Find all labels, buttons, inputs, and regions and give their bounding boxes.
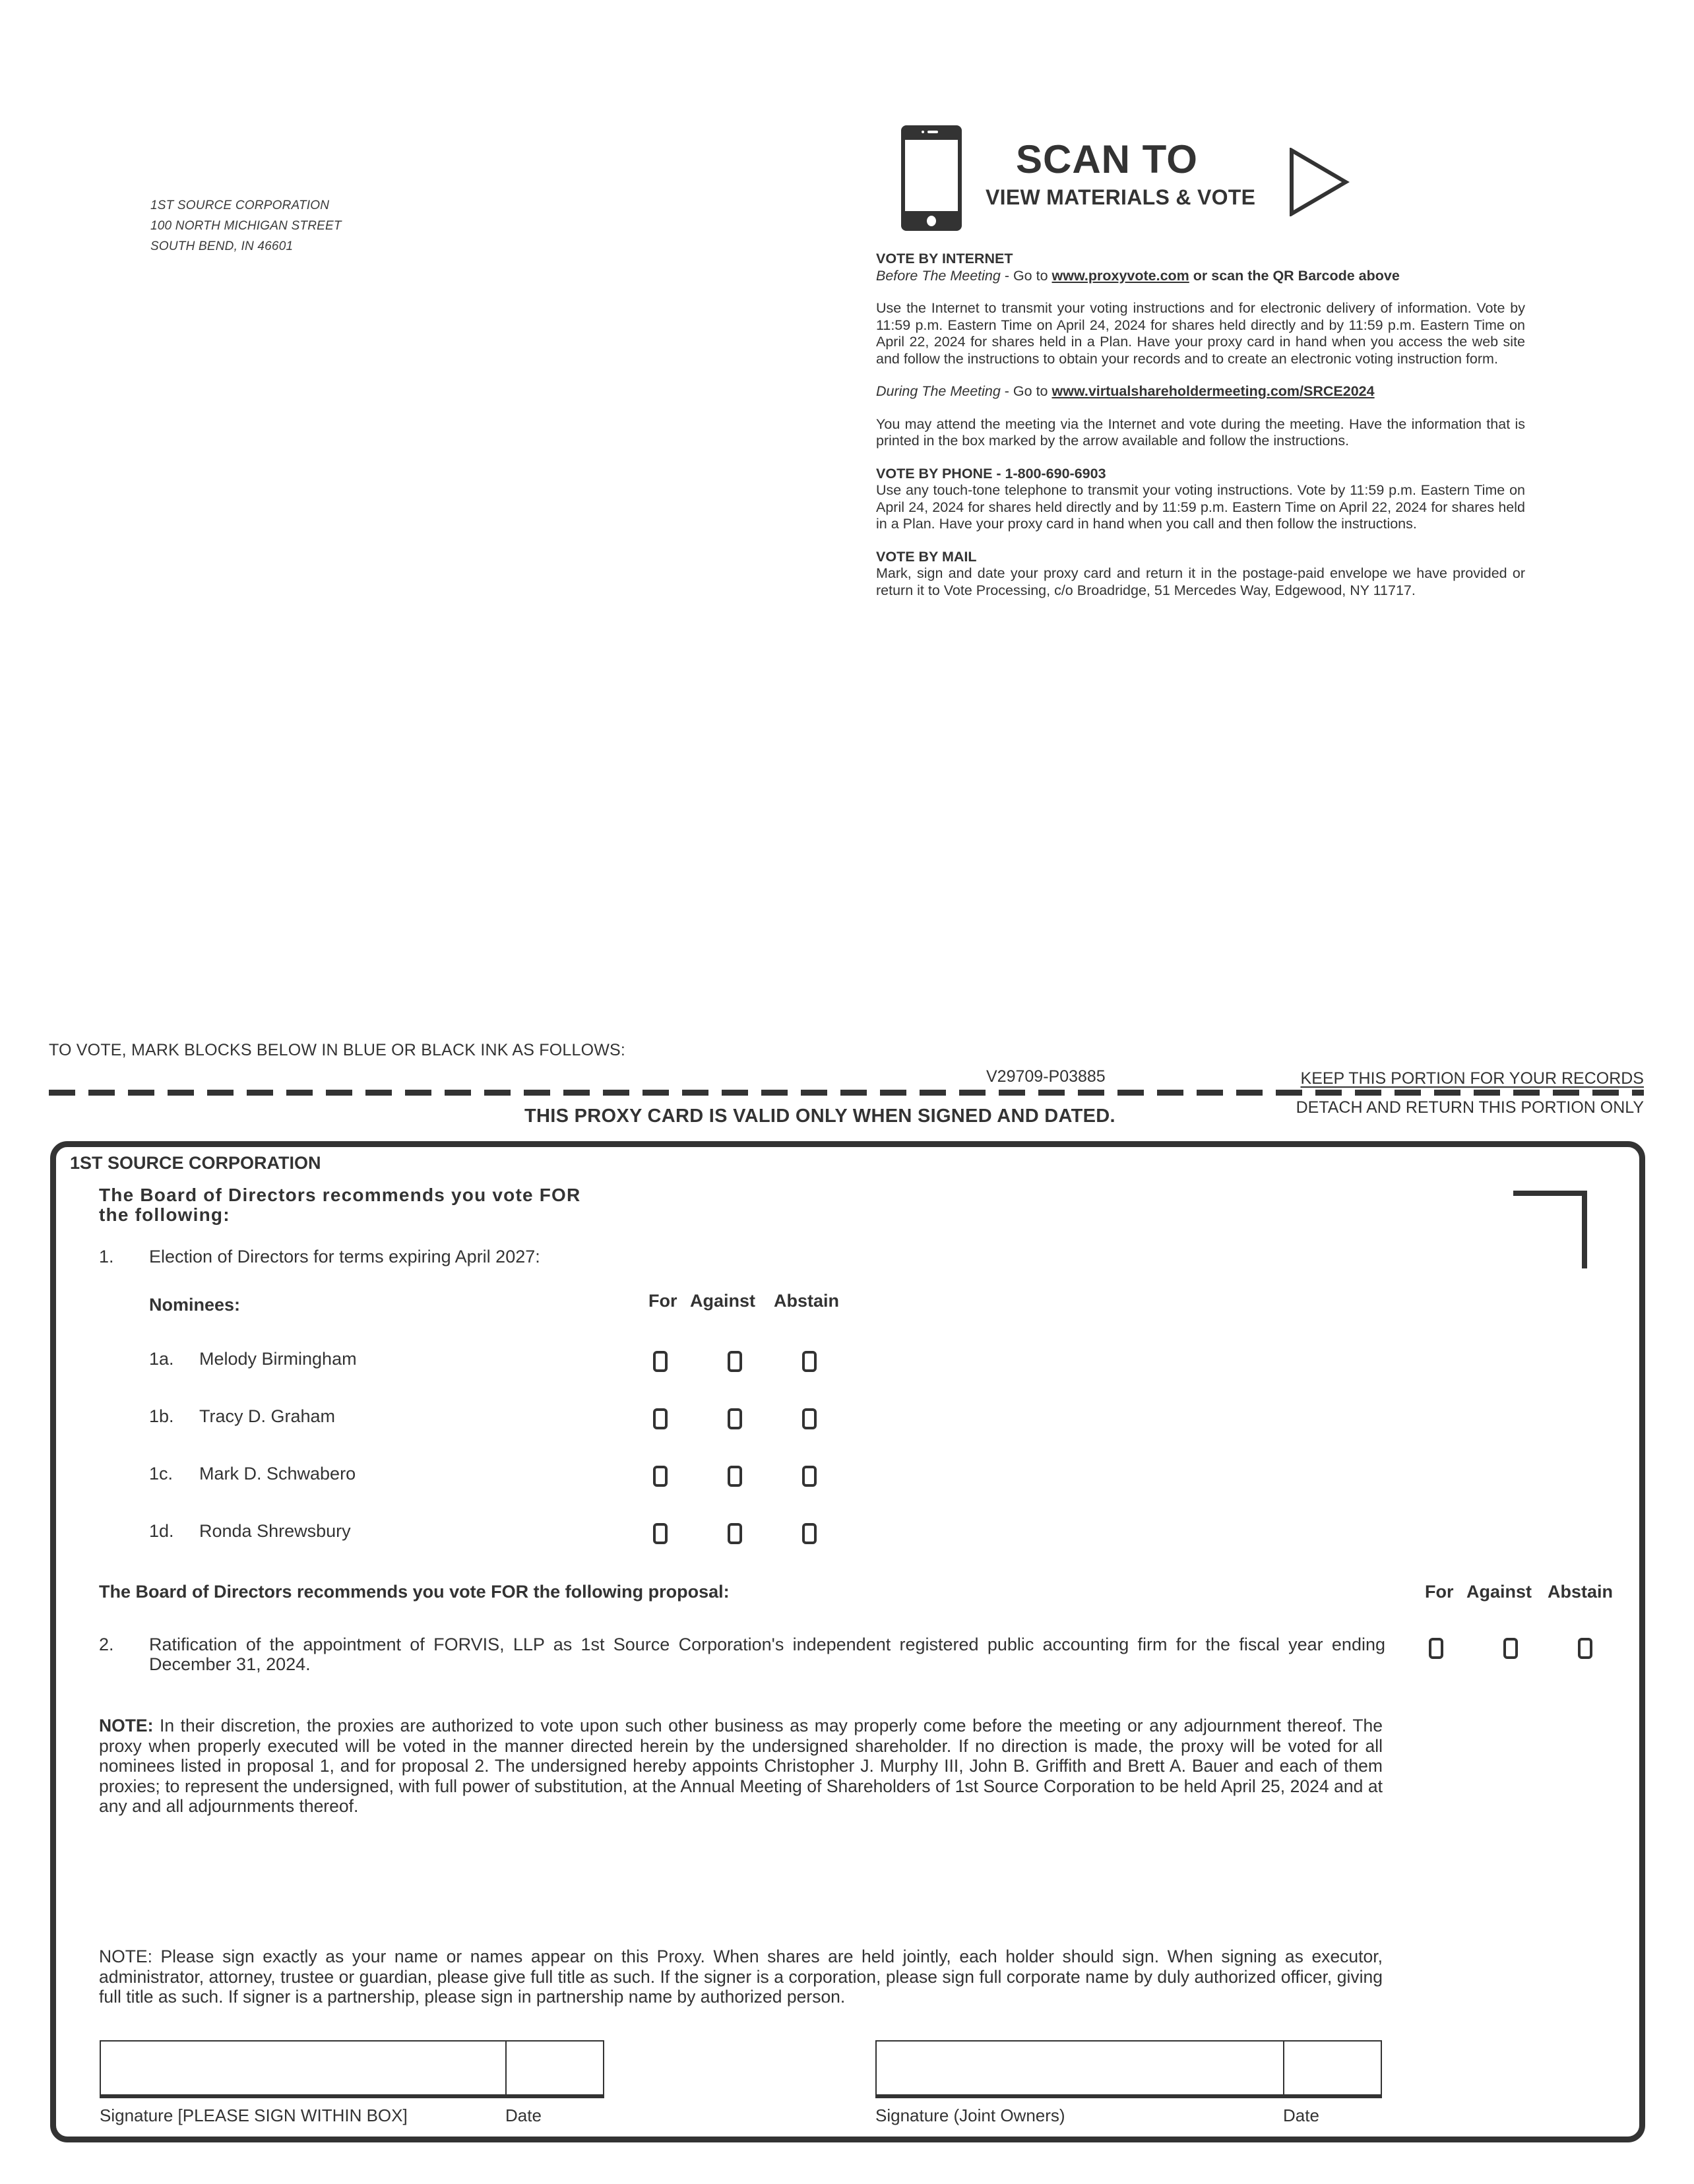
card-company-name: 1ST SOURCE CORPORATION [70, 1153, 321, 1173]
checkbox-2-abstain[interactable] [1578, 1638, 1592, 1659]
signature-date-label: Date [505, 2106, 542, 2125]
control-number: V29709-P03885 [986, 1067, 1106, 1086]
signing-note: NOTE: Please sign exactly as your name or names appear on this Proxy. When shares are held jointly, each holder should sign. When signing as executor, administrator, attorney, trustee or guardian, please give full title as such. If the signer is a corporation, please sign full corporate name by duly authorized officer, giving full title as such. If signer is a partnership, please sign in partnership name by authorized person. [99, 1947, 1383, 2007]
mark-instructions: TO VOTE, MARK BLOCKS BELOW IN BLUE OR BLACK INK AS FOLLOWS: [49, 1041, 626, 1059]
checkbox-1b-for[interactable] [653, 1408, 668, 1429]
checkbox-1a-abstain[interactable] [802, 1351, 817, 1372]
checkbox-1d-abstain[interactable] [802, 1523, 817, 1544]
before-meeting-label: Before The Meeting [876, 267, 1001, 284]
nominee-id: 1b. [149, 1406, 174, 1426]
nominee-row [149, 1349, 357, 1375]
vote-internet-heading: VOTE BY INTERNET [876, 251, 1013, 266]
return-address [150, 195, 342, 257]
nominee-id: 1d. [149, 1521, 174, 1541]
nominees-label: Nominees: [149, 1295, 241, 1315]
proposal-number: 1. [99, 1247, 114, 1266]
checkbox-1c-for[interactable] [653, 1466, 668, 1487]
scan-title: SCAN TO [1016, 137, 1198, 181]
corner-registration-mark [1513, 1191, 1587, 1268]
recommendation-1-line: The Board of Directors recommends you vote FOR [99, 1185, 581, 1205]
during-meeting-body: You may attend the meeting via the Internet and vote during the meeting. Have the information that is printed in the box marked by the arrow available and follow the instructions. [876, 416, 1525, 449]
proposal-number: 2. [99, 1635, 114, 1654]
discretion-note [99, 1716, 1383, 1817]
nominee-row [149, 1406, 335, 1433]
joint-signature-label: Signature (Joint Owners) [875, 2106, 1065, 2125]
checkbox-2-against[interactable] [1503, 1638, 1518, 1659]
joint-signature-date-box[interactable] [1283, 2040, 1382, 2098]
checkbox-2-for[interactable] [1429, 1638, 1443, 1659]
scan-subtitle: VIEW MATERIALS & VOTE [986, 185, 1256, 209]
checkbox-1d-for[interactable] [653, 1523, 668, 1544]
column-against: Against [1466, 1582, 1532, 1602]
checkbox-1d-against[interactable] [728, 1523, 742, 1544]
checkbox-1a-against[interactable] [728, 1351, 742, 1372]
proposal-text: Election of Directors for terms expiring April 2027: [149, 1247, 540, 1266]
nominee-name: Melody Birmingham [199, 1349, 357, 1369]
checkbox-1c-against[interactable] [728, 1466, 742, 1487]
recommendation-1-line: the following: [99, 1204, 230, 1225]
nominee-name: Tracy D. Graham [199, 1406, 336, 1426]
checkbox-1c-abstain[interactable] [802, 1466, 817, 1487]
detach-line [49, 1090, 1644, 1096]
vote-phone-body: Use any touch-tone telephone to transmit your voting instructions. Vote by 11:59 p.m. Eastern Time on April 24, 2024 for shares held directly and by 11:59 p.m. Eastern Time on April 22, 2024 for shares held in a Plan. Have your proxy card in hand when you call and then follow the instructions. [876, 482, 1525, 532]
vote-mail-body: Mark, sign and date your proxy card and return it in the postage-paid envelope we have provided or return it to Vote Processing, c/o Broadridge, 51 Mercedes Way, Edgewood, NY 11717. [876, 565, 1525, 598]
nominee-id: 1a. [149, 1349, 174, 1369]
note-text: In their discretion, the proxies are authorized to vote upon such other business as may properly come before the meeting or any adjournment thereof. The proxy when properly executed will be voted in the manner directed herein by the undersigned shareholder. If no direction is made, the proxy will be voted for all nominees listed in proposal 1, and for proposal 2. The undersigned hereby appoints Christopher J. Murphy III, John B. Griffith and Brett A. Bauer and each of them proxies; to represent the undersigned, with full power of substitution, at the Annual Meeting of Shareholders of 1st Source Corporation to be held April 25, 2024 and at any and all adjournments thereof. [99, 1716, 1383, 1816]
nominee-row [149, 1521, 351, 1547]
vote-internet-body: Use the Internet to transmit your voting instructions and for electronic delivery of information. Vote by 11:59 p.m. Eastern Time on April 24, 2024 for shares held directly and by 11:59 p.m. Eastern Time on April 22, 2024 for shares held in a Plan. Have your proxy card in hand when you access the web site and follow the instructions to obtain your records and to create an electronic voting instruction form. [876, 300, 1525, 367]
signature-date-box[interactable] [505, 2040, 604, 2098]
goto-text: - Go to [1000, 267, 1052, 284]
column-against: Against [690, 1291, 756, 1311]
nominee-name: Mark D. Schwabero [199, 1464, 356, 1483]
joint-signature-date-label: Date [1283, 2106, 1319, 2125]
play-arrow-icon [1289, 148, 1350, 220]
return-address-line: 1ST SOURCE CORPORATION [150, 199, 330, 212]
qr-instruction: or scan the QR Barcode above [1189, 267, 1400, 284]
voting-instructions [876, 251, 1525, 599]
signature-label: Signature [PLEASE SIGN WITHIN BOX] [100, 2106, 408, 2125]
vote-phone-heading: VOTE BY PHONE - 1-800-690-6903 [876, 465, 1106, 482]
checkbox-1b-against[interactable] [728, 1408, 742, 1429]
column-abstain: Abstain [1548, 1582, 1614, 1602]
during-meeting-label: During The Meeting [876, 383, 1001, 399]
note-label: NOTE: [99, 1716, 154, 1735]
joint-signature-box[interactable] [875, 2040, 1284, 2098]
smartphone-icon [901, 125, 942, 234]
proxyvote-link[interactable]: www.proxyvote.com [1051, 267, 1189, 284]
signature-box[interactable] [100, 2040, 507, 2098]
column-for: For [648, 1291, 677, 1311]
virtual-meeting-link[interactable]: www.virtualshareholdermeeting.com/SRCE2024 [1051, 383, 1375, 399]
proposal-2 [99, 1635, 1385, 1674]
proposal-1 [99, 1247, 540, 1267]
during-meeting-line [876, 383, 1525, 400]
nominee-row [149, 1464, 356, 1490]
proposal-text: Ratification of the appointment of FORVIS, LLP as 1st Source Corporation's independent registered public accounting firm for the fiscal year ending December 31, 2024. [149, 1635, 1385, 1674]
before-meeting-line [876, 268, 1525, 285]
recommendation-1 [99, 1185, 580, 1225]
valid-notice: THIS PROXY CARD IS VALID ONLY WHEN SIGNED AND DATED. [524, 1106, 1115, 1127]
column-for: For [1425, 1582, 1454, 1602]
column-abstain: Abstain [774, 1291, 840, 1311]
checkbox-1a-for[interactable] [653, 1351, 668, 1372]
vote-mail-heading: VOTE BY MAIL [876, 548, 977, 565]
goto-text: - Go to [1000, 383, 1052, 399]
keep-portion-label: KEEP THIS PORTION FOR YOUR RECORDS [1300, 1069, 1644, 1088]
nominee-id: 1c. [149, 1464, 173, 1483]
detach-portion-label: DETACH AND RETURN THIS PORTION ONLY [1296, 1098, 1644, 1117]
return-address-line: 100 NORTH MICHIGAN STREET [150, 219, 342, 233]
recommendation-2: The Board of Directors recommends you vote FOR the following proposal: [99, 1582, 730, 1602]
nominee-name: Ronda Shrewsbury [199, 1521, 351, 1541]
return-address-line: SOUTH BEND, IN 46601 [150, 239, 294, 253]
checkbox-1b-abstain[interactable] [802, 1408, 817, 1429]
